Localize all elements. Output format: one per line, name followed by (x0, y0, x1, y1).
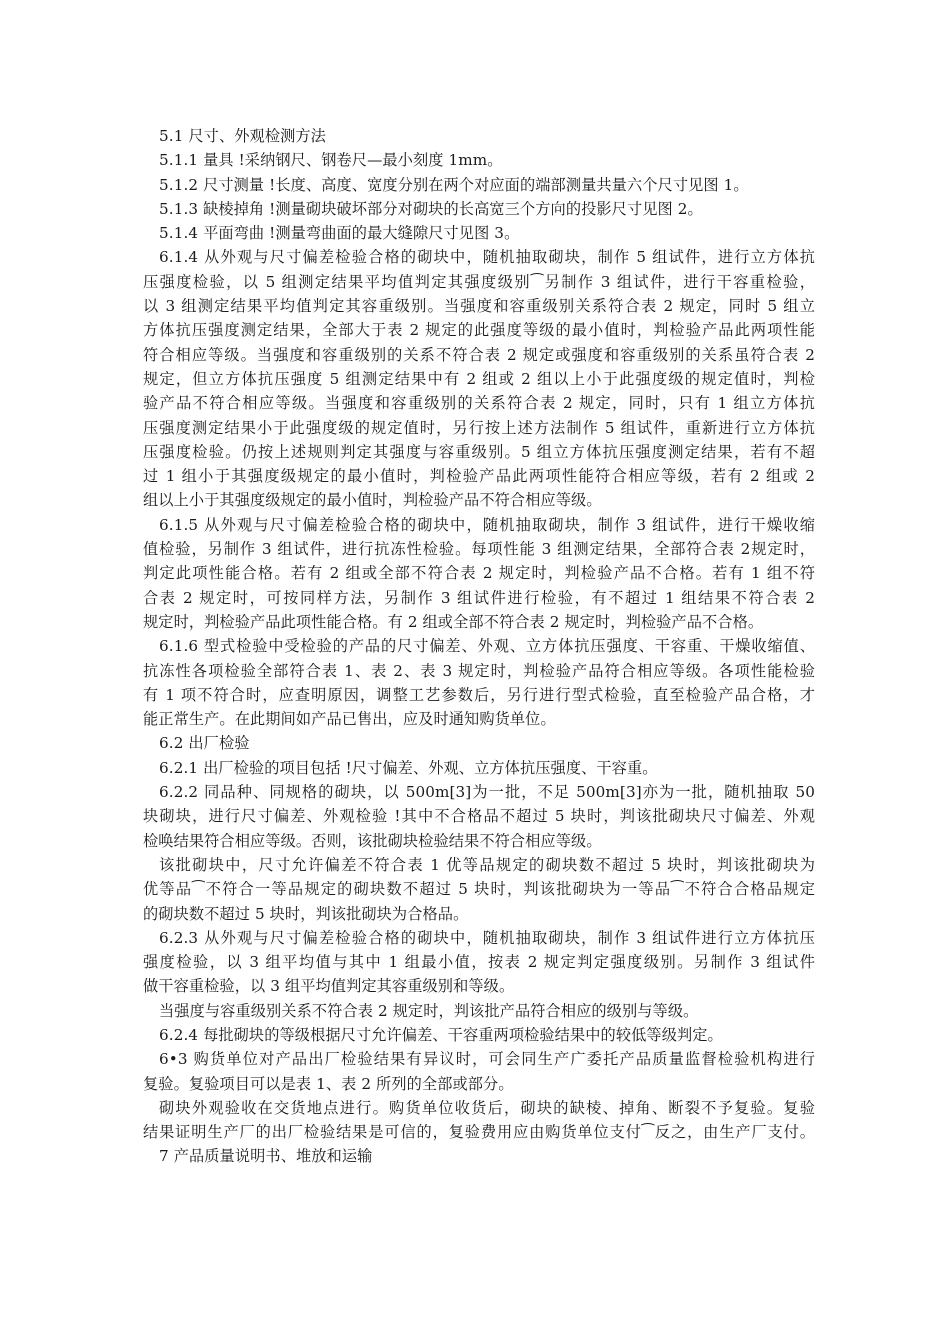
text-line: 块砌块，进行尺寸偏差、外观检验 !其中不合格品不超过 5 块时，判该批砌块尺寸偏差、外观 (143, 807, 815, 826)
text-line: 复验。复验项目可以是表 1、表 2 所列的全部或部分。 (143, 1074, 514, 1093)
text-line: 5.1.4 平面弯曲 !测量弯曲面的最大缝隙尺寸见图 3。 (159, 224, 520, 243)
text-line: 做干容重检验，以 3 组平均值判定其容重级别和等级。 (143, 977, 515, 996)
text-line: 当强度与容重级别关系不符合表 2 规定时，判该批产品符合相应的级别与等级。 (159, 1001, 699, 1020)
text-line: 值检验，另制作 3 组试件，进行抗冻性检验。每项性能 3 组测定结果，全部符合表 2规定时， (143, 540, 815, 559)
text-line: 5.1 尺寸、外观检测方法 (159, 127, 326, 145)
text-line: 合表 2 规定时，可按同样方法，另制作 3 组试件进行检验，有不超过 1 组结果不符合表 2 (143, 588, 815, 607)
text-line: 6•3 购货单位对产品出厂检验结果有异议时，可会同生产广委托产品质量监督检验机构进行 (159, 1050, 815, 1069)
text-line: 抗冻性各项检验全部符合表 1、表 2、表 3 规定时，判检验产品符合相应等级。各项性能检验 (143, 661, 815, 680)
text-line: 规定，但立方体抗压强度 5 组测定结果中有 2 组或 2 组以上小于此强度级的规定值时，判检 (143, 369, 815, 388)
text-line: 6.1.6 型式检验中受检验的产品的尺寸偏差、外观、立方体抗压强度、干容重、干燥收缩值、 (159, 637, 815, 656)
text-line: 6.1.5 从外观与尺寸偏差检验合格的砌块中，随机抽取砌块，制作 3 组试件，进行干燥收缩 (159, 515, 815, 534)
text-line: 5.1.2 尺寸测量 !长度、高度、宽度分别在两个对应面的端部测量共量六个尺寸见图 1。 (159, 175, 749, 194)
text-line: 砌块外观验收在交货地点进行。购货单位收货后，砌块的缺棱、掉角、断裂不予复验。复验 (159, 1098, 815, 1117)
text-line: 能正常生产。在此期间如产品已售出，应及时通知购货单位。 (143, 710, 556, 729)
text-line: 6.2 出厂检验 (159, 734, 250, 753)
text-line: 5.1.3 缺棱掉角 !测量砌块破坏部分对砌块的长高宽三个方向的投影尺寸见图 2。 (159, 199, 703, 218)
text-line: 6.2.4 每批砌块的等级根据尺寸允许偏差、干容重两项检验结果中的较低等级判定。 (159, 1025, 723, 1044)
text-line: 6.1.4 从外观与尺寸偏差检验合格的砌块中，随机抽取砌块，制作 5 组试件，进行立方体抗 (159, 248, 815, 267)
text-line: 6.2.3 从外观与尺寸偏差检验合格的砌块中，随机抽取砌块，制作 3 组试件进行立方体抗压 (159, 928, 815, 947)
text-line: 压强度测定结果小于此强度级的规定值时，另行按上述方法制作 5 组试件，重新进行立方体抗 (143, 418, 815, 437)
text-line: 规定时，判检验产品此项性能合格。有 2 组或全部不符合表 2 规定时，判检验产品不合格。 (143, 612, 764, 631)
text-line: 判定此项性能合格。若有 2 组或全部不符合表 2 规定时，判检验产品不合格。若有 1 组不符 (143, 564, 815, 583)
text-line: 方体抗压强度测定结果，全部大于表 2 规定的此强度等级的最小值时，判检验产品此两项性能 (143, 321, 815, 340)
text-line: 优等品⁀不符合一等品规定的砌块数不超过 5 块时，判该批砌块为一等品⁀不符合合格品规定 (143, 880, 815, 899)
text-line: 检唤结果符合相应等级。否则，该批砌块检验结果不符合相应等级。 (143, 831, 602, 850)
text-line: 6.2.1 出厂检验的项目包括 !尺寸偏差、外观、立方体抗压强度、干容重。 (159, 758, 658, 777)
text-line: 过 1 组小于其强度级规定的最小值时，判检验产品此两项性能符合相应等级，若有 2 组或 2 (143, 467, 815, 486)
document-body (143, 124, 815, 1169)
text-line: 7 产品质量说明书、堆放和运输 (159, 1147, 373, 1166)
text-line: 有 1 项不符合时，应查明原因，调整工艺参数后，另行进行型式检验，直至检验产品合格，才 (143, 685, 815, 704)
text-line: 6.2.2 同品种、同规格的砌块，以 500m[3]为一批，不足 500m[3]亦为一批，随机抽取 50 (159, 783, 815, 802)
text-line: 验产品不符合相应等级。当强度和容重级别的关系符合表 2 规定，同时，只有 1 组立方体抗 (143, 394, 815, 413)
text-line: 压强度检验。仍按上述规则判定其强度与容重级别。5 组立方体抗压强度测定结果，若有不超 (143, 442, 815, 461)
text-line: 结果证明生产厂的出厂检验结果是可信的，复验费用应由购货单位支付⁀反之，由生产厂支付。 (143, 1123, 815, 1142)
text-line: 该批砌块中，尺寸允许偏差不符合表 1 优等品规定的砌块数不超过 5 块时，判该批砌块为 (159, 855, 815, 874)
text-line: 的砌块数不超过 5 块时，判该批砌块为合格品。 (143, 904, 469, 923)
text-line: 压强度检验，以 5 组测定结果平均值判定其强度级别⁀另制作 3 组试件，进行干容重检验， (143, 272, 815, 291)
text-line: 5.1.1 量具 !采纳钢尺、钢卷尺—最小刻度 1mm。 (159, 151, 503, 170)
text-line: 强度检验，以 3 组平均值与其中 1 组最小值，按表 2 规定判定强度级别。另制作 3 组试件 (143, 953, 815, 972)
text-line: 组以上小于其强度级规定的最小值时，判检验产品不符合相应等级。 (143, 491, 602, 510)
text-line: 以 3 组测定结果平均值判定其容重级别。当强度和容重级别关系符合表 2 规定，同时 5 组立 (143, 297, 815, 316)
text-line: 符合相应等级。当强度和容重级别的关系不符合表 2 规定或强度和容重级别的关系虽符合表 2 (143, 345, 815, 364)
